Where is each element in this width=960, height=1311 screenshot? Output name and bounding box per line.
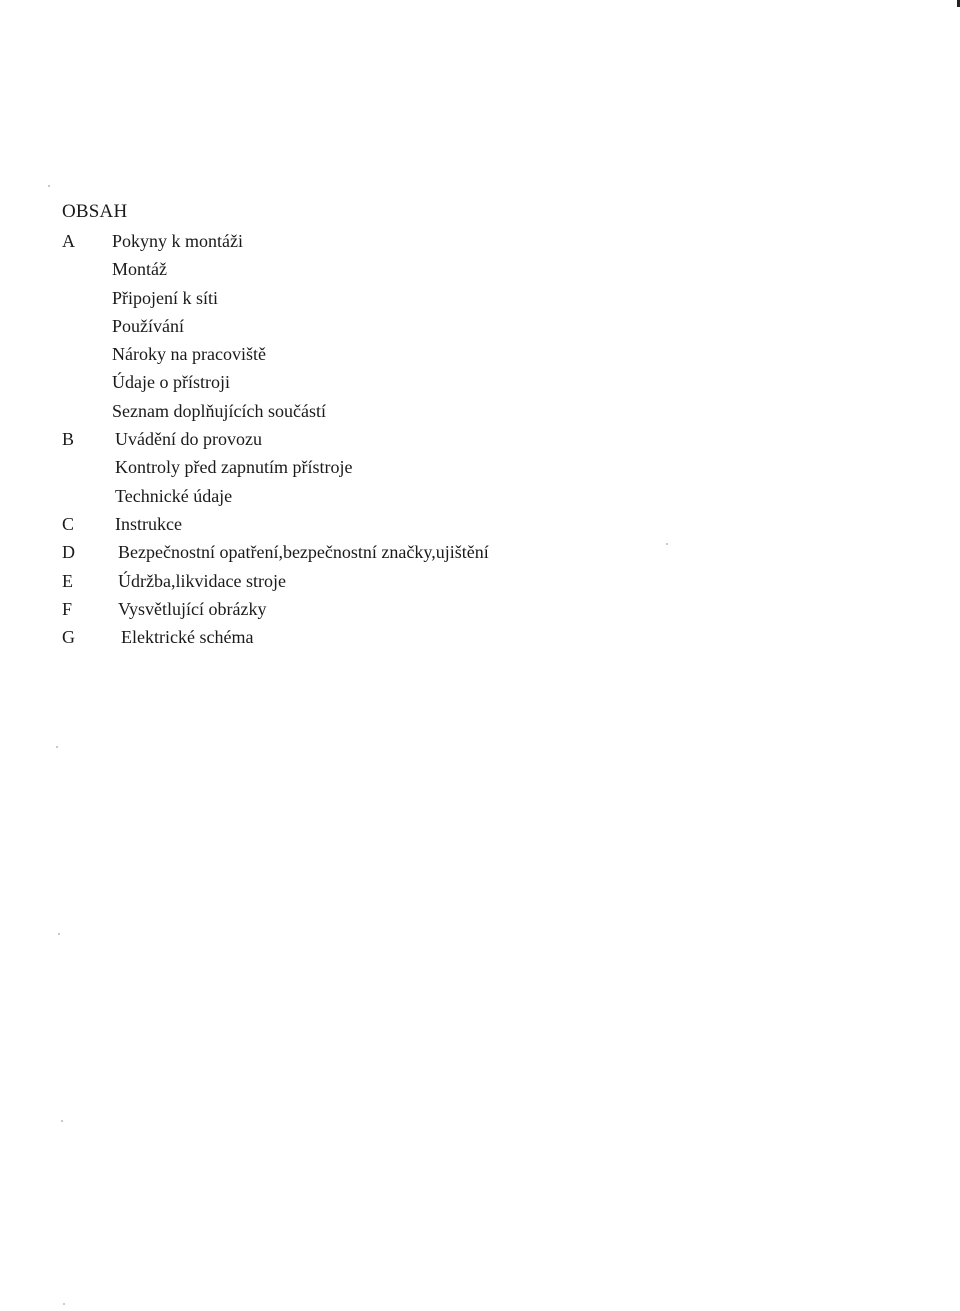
toc-entry-text: Seznam doplňujících součástí xyxy=(112,400,326,421)
toc-entry xyxy=(62,425,762,453)
toc-section-letter: F xyxy=(62,598,73,619)
toc-entry xyxy=(62,397,762,425)
toc-section-letter: B xyxy=(62,429,75,450)
toc-section-letter: A xyxy=(62,231,75,251)
toc-entry xyxy=(62,482,762,510)
toc-entry-text: Bezpečnostní opatření,bezpečnostní značky,ujištění xyxy=(118,542,489,563)
toc-entry-text: Elektrické schéma xyxy=(121,627,254,648)
toc-entry-text: Připojení k síti xyxy=(112,287,219,308)
scan-speck xyxy=(58,933,60,935)
toc-entry xyxy=(62,567,762,595)
toc-entry-text: Používání xyxy=(112,315,184,336)
toc-entry xyxy=(62,340,762,368)
toc-section-letter: E xyxy=(62,570,73,591)
toc-entry xyxy=(62,453,762,481)
toc-list xyxy=(62,227,762,651)
scan-speck xyxy=(56,746,58,748)
toc-entry-text: Údaje o přístroji xyxy=(112,372,230,393)
toc-entry xyxy=(62,368,762,396)
toc-entry xyxy=(62,595,762,623)
scan-speck xyxy=(63,1303,65,1305)
toc-entry xyxy=(62,623,762,651)
toc-entry-text: Údržba,likvidace stroje xyxy=(118,570,286,591)
toc-entry xyxy=(62,255,762,283)
toc-title: OBSAH xyxy=(62,201,128,222)
toc-section-letter: D xyxy=(62,542,75,563)
toc-entry-text: Instrukce xyxy=(115,513,182,534)
toc-section-letter: C xyxy=(62,513,75,534)
toc-entry xyxy=(62,227,762,255)
toc-entry-text: Technické údaje xyxy=(115,485,233,506)
toc-entry-text: Nároky na pracoviště xyxy=(112,344,266,365)
scan-speck xyxy=(48,185,50,187)
toc-entry-text: Vysvětlující obrázky xyxy=(118,598,267,619)
toc-entry xyxy=(62,312,762,340)
toc-entry-text: Pokyny k montáži xyxy=(112,231,243,251)
toc-entry-text: Kontroly před zapnutím přístroje xyxy=(115,457,353,478)
toc-entry xyxy=(62,284,762,312)
scan-speck xyxy=(61,1120,63,1122)
toc-section-letter: G xyxy=(62,627,75,648)
toc-entry-text: Uvádění do provozu xyxy=(115,429,262,450)
toc-entry xyxy=(62,538,762,566)
toc-entry-text: Montáž xyxy=(112,259,167,280)
toc-entry xyxy=(62,510,762,538)
